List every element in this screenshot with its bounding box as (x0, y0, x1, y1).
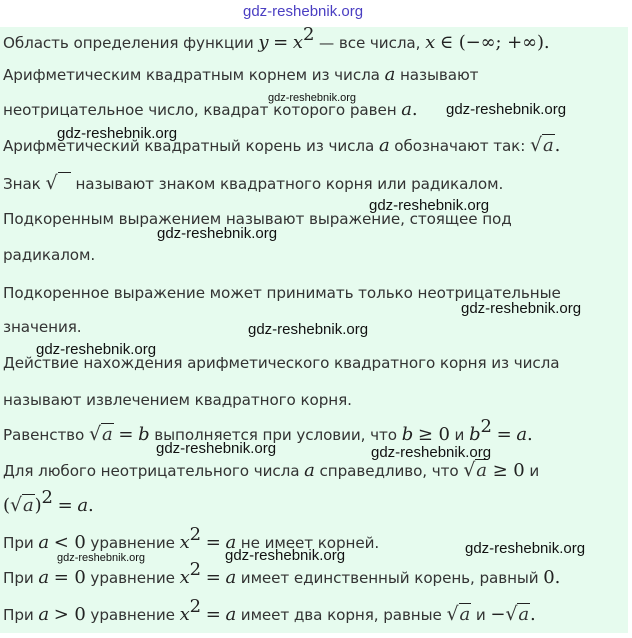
line-case-zero: При a = 0 уравнение $x^2 = a$ имеет единственный корень, равный 0. (3, 559, 561, 588)
watermark: gdz-reshebnik.org (465, 540, 586, 557)
watermark: gdz-reshebnik.org (157, 225, 278, 242)
watermark: gdz-reshebnik.org (36, 341, 157, 358)
line-property-2: $(√a)^2 = a$. (3, 487, 94, 516)
watermark: gdz-reshebnik.org (268, 92, 357, 104)
line-notation: Арифметический квадратный корень из числа a обозначают так: √a. (3, 134, 561, 156)
watermark: gdz-reshebnik.org (461, 300, 582, 317)
line-definition-1: Арифметическим квадратным корнем из числа a называют (3, 64, 479, 85)
line-definition-2: неотрицательное число, квадрат которого равен a. (3, 99, 418, 120)
watermark: gdz-reshebnik.org (225, 547, 346, 564)
line-case-positive: При a > 0 уравнение $x^2 = a$ имеет два корня, равные √a и −√a. (3, 596, 536, 625)
watermark: gdz-reshebnik.org (156, 440, 277, 457)
line-extraction-1: Действие нахождения арифметического квадратного корня из числа (3, 354, 560, 372)
line-equality-condition: Равенство √a = b выполняется при условии, что b ≥ 0 и $b^2 = a$. (3, 416, 533, 445)
watermark: gdz-reshebnik.org (248, 321, 369, 338)
line-radicand-2: радикалом. (3, 246, 96, 264)
watermark-top: gdz-reshebnik.org (243, 3, 364, 20)
line-nonneg-2: значения. (3, 318, 82, 336)
line-nonneg-1: Подкоренное выражение может принимать только неотрицательные (3, 284, 561, 302)
line-radical-sign: Знак √ называют знаком квадратного корня или радикалом. (3, 172, 504, 194)
watermark: gdz-reshebnik.org (369, 197, 490, 214)
line-property-1: Для любого неотрицательного числа a справедливо, что √a ≥ 0 и (3, 459, 540, 481)
line-case-negative: При a < 0 уравнение $x^2 = a$ не имеет корней. (3, 524, 380, 553)
watermark: gdz-reshebnik.org (57, 552, 146, 564)
line-domain: Область определения функции $y = x^2$ — все числа, x ∈ (−∞; +∞). (3, 24, 550, 53)
line-radicand-1: Подкоренным выражением называют выражение, стоящее под (3, 210, 512, 228)
watermark: gdz-reshebnik.org (371, 444, 492, 461)
watermark: gdz-reshebnik.org (446, 101, 567, 118)
watermark: gdz-reshebnik.org (57, 125, 178, 142)
line-extraction-2: называют извлечением квадратного корня. (3, 391, 352, 409)
